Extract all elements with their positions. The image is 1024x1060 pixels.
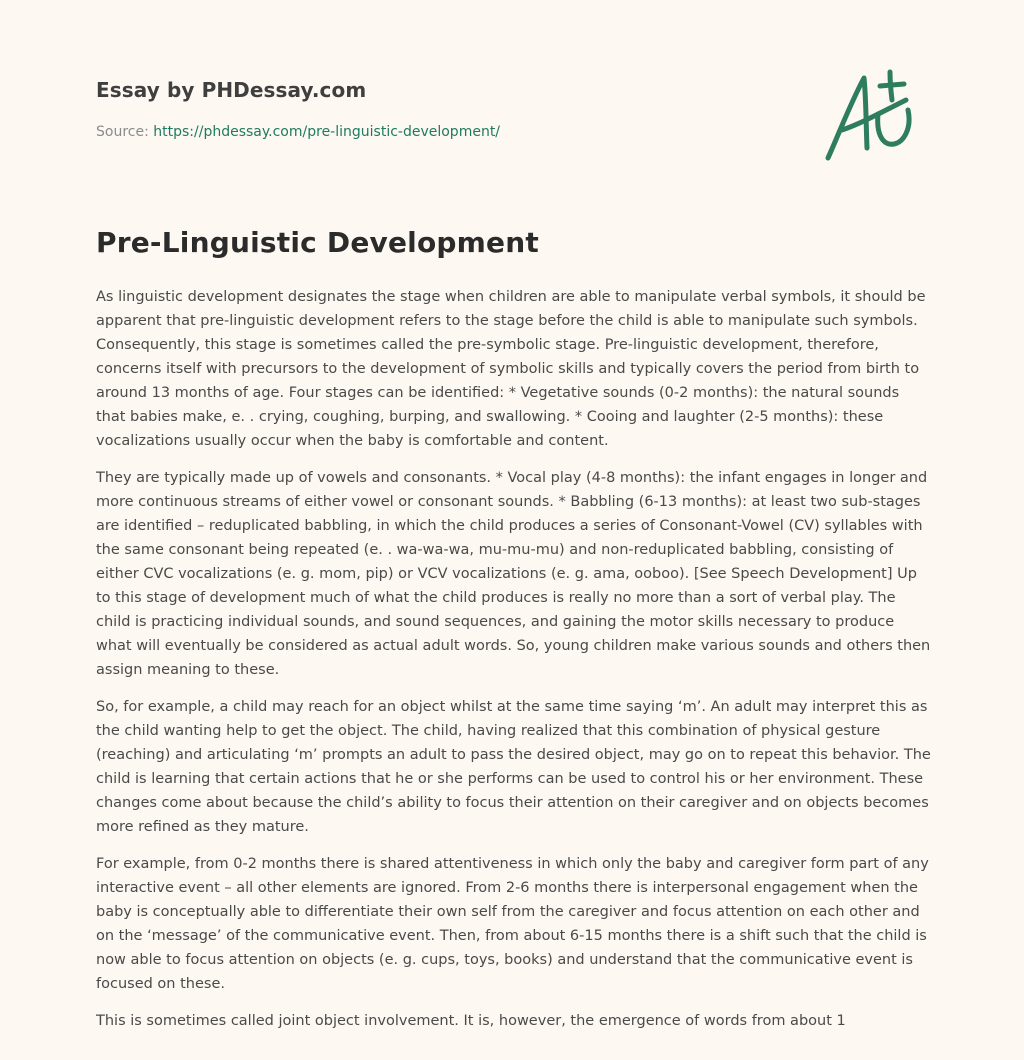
essay-title: Pre-Linguistic Development: [96, 226, 539, 259]
site-title: Essay by PHDessay.com: [96, 78, 367, 102]
essay-paragraph: As linguistic development designates the stage when children are able to manipulate verbal symbols, it should be apparent that pre-linguistic development refers to the stage before the child is able to manipulate such symbols. Consequently, this stage is sometimes called the pre-symbolic stage. Pre-linguistic development, therefore, concerns itself with precursors to the development of symbolic skills and typically covers the period from birth to around 13 months of age. Four stages can be identified: * Vegetative sounds (0-2 months): the natural sounds that babies make, e. . crying, coughing, burping, and swallowing. * Cooing and laughter (2-5 months): these vocalizations usually occur when the baby is comfortable and content.: [96, 289, 926, 449]
a-plus-logo-icon: [820, 66, 924, 166]
essay-page: [96, 0, 932, 1029]
essay-paragraph: This is sometimes called joint object involvement. It is, however, the emergence of words from about 1: [96, 1013, 846, 1029]
source-label: Source:: [96, 124, 149, 140]
essay-header: [96, 0, 932, 200]
source-line: [96, 124, 500, 140]
source-link[interactable]: https://phdessay.com/pre-linguistic-development/: [153, 124, 501, 140]
essay-paragraph: For example, from 0-2 months there is shared attentiveness in which only the baby and caregiver form part of any interactive event – all other elements are ignored. From 2-6 months there is interpersonal engagement when the baby is conceptually able to differentiate their own self from the caregiver and focus attention on each other and on the ‘message’ of the communicative event. Then, from about 6-15 months there is a shift such that the child is now able to focus attention on objects (e. g. cups, toys, books) and understand that the communicative event is focused on these.: [96, 856, 929, 992]
essay-paragraph: They are typically made up of vowels and consonants. * Vocal play (4-8 months): the infant engages in longer and more continuous streams of either vowel or consonant sounds. * Babbling (6-13 months): at least two sub-stages are identified – reduplicated babbling, in which the child produces a series of Consonant-Vowel (CV) syllables with the same consonant being repeated (e. . wa-wa-wa, mu-mu-mu) and non-reduplicated babbling, consisting of either CVC vocalizations (e. g. mom, pip) or VCV vocalizations (e. g. ama, ooboo). [See Speech Development] Up to this stage of development much of what the child produces is really no more than a sort of verbal play. The child is practicing individual sounds, and sound sequences, and gaining the motor skills necessary to produce what will eventually be considered as actual adult words. So, young children make various sounds and others then assign meaning to these.: [96, 470, 931, 678]
essay-paragraph: So, for example, a child may reach for an object whilst at the same time saying ‘m’. An adult may interpret this as the child wanting help to get the object. The child, having realized that this combination of physical gesture (reaching) and articulating ‘m’ prompts an adult to pass the desired object, may go on to repeat this behavior. The child is learning that certain actions that he or she performs can be used to control his or her environment. These changes come about because the child’s ability to focus their attention on their caregiver and on objects becomes more refined as they mature.: [96, 699, 931, 835]
essay-body: [96, 285, 932, 1046]
